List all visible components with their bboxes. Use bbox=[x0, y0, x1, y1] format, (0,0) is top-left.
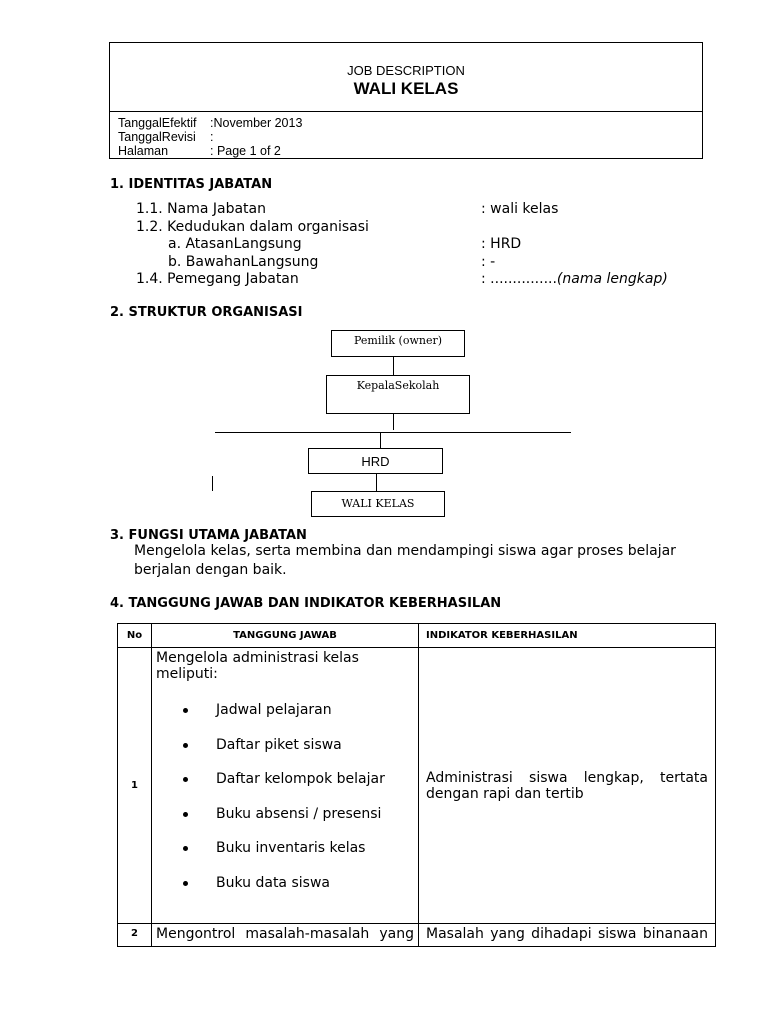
meta-label-page: Halaman bbox=[118, 144, 169, 158]
org-connector bbox=[380, 433, 381, 448]
function-line-2: berjalan dengan baik. bbox=[134, 562, 287, 578]
meta-value-revision: : bbox=[210, 130, 214, 144]
list-item bbox=[156, 806, 414, 841]
list-item bbox=[156, 737, 414, 772]
document-header bbox=[109, 42, 703, 159]
org-box-hrd: HRD bbox=[308, 448, 443, 474]
responsibility-intro: Mengelola administrasi kelas meliputi: bbox=[156, 650, 359, 682]
holder-hint: (nama lengkap) bbox=[556, 271, 668, 287]
table-header-row bbox=[118, 624, 716, 648]
org-connector bbox=[376, 474, 377, 491]
org-box-wali: WALI KELAS bbox=[311, 491, 445, 517]
identity-value-superior: : HRD bbox=[481, 236, 522, 252]
bullet-icon bbox=[183, 708, 188, 713]
list-item-text: Buku absensi / presensi bbox=[216, 805, 382, 822]
identity-label-holder: 1.4. Pemegang Jabatan bbox=[136, 271, 299, 287]
meta-value-page: : Page 1 of 2 bbox=[210, 144, 281, 158]
section4-heading: 4. TANGGUNG JAWAB DAN INDIKATOR KEBERHASILAN bbox=[110, 596, 502, 611]
identity-value-holder bbox=[481, 271, 668, 287]
org-stray-mark bbox=[212, 476, 213, 491]
row-indicator: Administrasi siswa lengkap, tertata dengan rapi dan tertib bbox=[419, 648, 716, 924]
list-item-text: Buku data siswa bbox=[216, 874, 330, 891]
table-row bbox=[118, 648, 716, 924]
list-item-text: Jadwal pelajaran bbox=[216, 702, 332, 718]
org-connector bbox=[393, 357, 394, 375]
bullet-icon bbox=[183, 846, 188, 851]
org-connector bbox=[393, 414, 394, 430]
table-row bbox=[118, 924, 716, 947]
meta-value-effective: :November 2013 bbox=[210, 116, 303, 130]
org-box-owner: Pemilik (owner) bbox=[331, 330, 465, 357]
list-item-text: Buku inventaris kelas bbox=[216, 840, 366, 857]
row-responsibility bbox=[152, 648, 419, 924]
row-number: 1 bbox=[118, 648, 152, 924]
bullet-icon bbox=[183, 881, 188, 886]
bullet-icon bbox=[183, 777, 188, 782]
function-line-1: Mengelola kelas, serta membina dan mendampingi siswa agar proses belajar bbox=[134, 543, 676, 559]
section1-heading: 1. IDENTITAS JABATAN bbox=[110, 177, 273, 192]
identity-value-subordinate: : - bbox=[481, 254, 496, 270]
bullet-icon bbox=[183, 812, 188, 817]
meta-label-revision: TanggalRevisi bbox=[118, 130, 196, 144]
identity-label-subordinate: b. BawahanLangsung bbox=[168, 254, 319, 270]
row-responsibility: Mengontrol masalah-masalah yang bbox=[152, 924, 419, 947]
identity-value-name: : wali kelas bbox=[481, 201, 559, 217]
org-horizontal-line bbox=[215, 432, 571, 433]
list-item bbox=[156, 771, 414, 806]
header-subtitle: JOB DESCRIPTION bbox=[347, 63, 465, 78]
col-header-responsibility: TANGGUNG JAWAB bbox=[152, 624, 419, 648]
bullet-icon bbox=[183, 743, 188, 748]
identity-label-name: 1.1. Nama Jabatan bbox=[136, 201, 266, 217]
responsibility-table bbox=[117, 623, 716, 947]
row-number: 2 bbox=[118, 924, 152, 947]
responsibility-list bbox=[156, 702, 414, 910]
list-item-text: Daftar piket siswa bbox=[216, 736, 342, 753]
row-indicator: Masalah yang dihadapi siswa binanaan bbox=[419, 924, 716, 947]
header-title: WALI KELAS bbox=[353, 79, 459, 98]
identity-label-position: 1.2. Kedudukan dalam organisasi bbox=[136, 219, 369, 235]
section2-heading: 2. STRUKTUR ORGANISASI bbox=[110, 305, 303, 320]
holder-dots: : ............... bbox=[481, 271, 557, 287]
header-title-area bbox=[110, 43, 702, 112]
meta-label-effective: TanggalEfektif bbox=[118, 116, 197, 130]
list-item bbox=[156, 840, 414, 875]
col-header-indicator: INDIKATOR KEBERHASILAN bbox=[419, 624, 716, 648]
col-header-no: No bbox=[118, 624, 152, 648]
list-item bbox=[156, 702, 414, 737]
list-item-text: Daftar kelompok belajar bbox=[216, 771, 385, 788]
section3-heading: 3. FUNGSI UTAMA JABATAN bbox=[110, 528, 307, 543]
identity-label-superior: a. AtasanLangsung bbox=[168, 236, 302, 252]
list-item bbox=[156, 875, 414, 910]
org-box-head: KepalaSekolah bbox=[326, 375, 470, 414]
